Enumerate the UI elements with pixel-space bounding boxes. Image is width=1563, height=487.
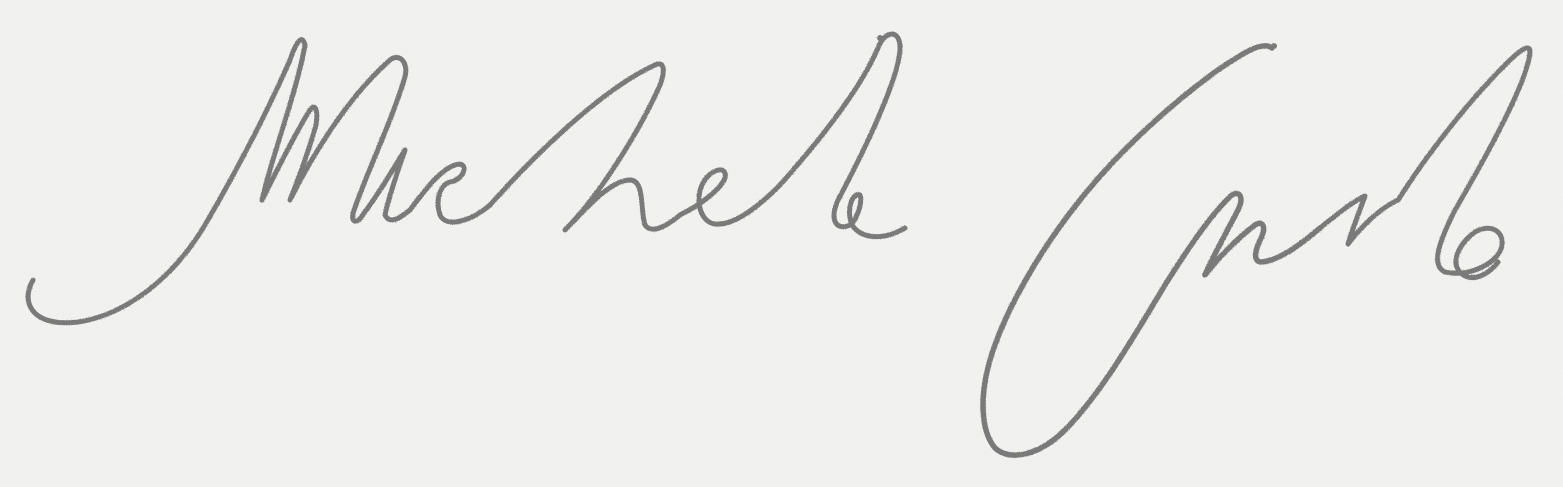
pen-dot-2 xyxy=(1271,43,1277,49)
pen-dot-1 xyxy=(877,35,883,41)
